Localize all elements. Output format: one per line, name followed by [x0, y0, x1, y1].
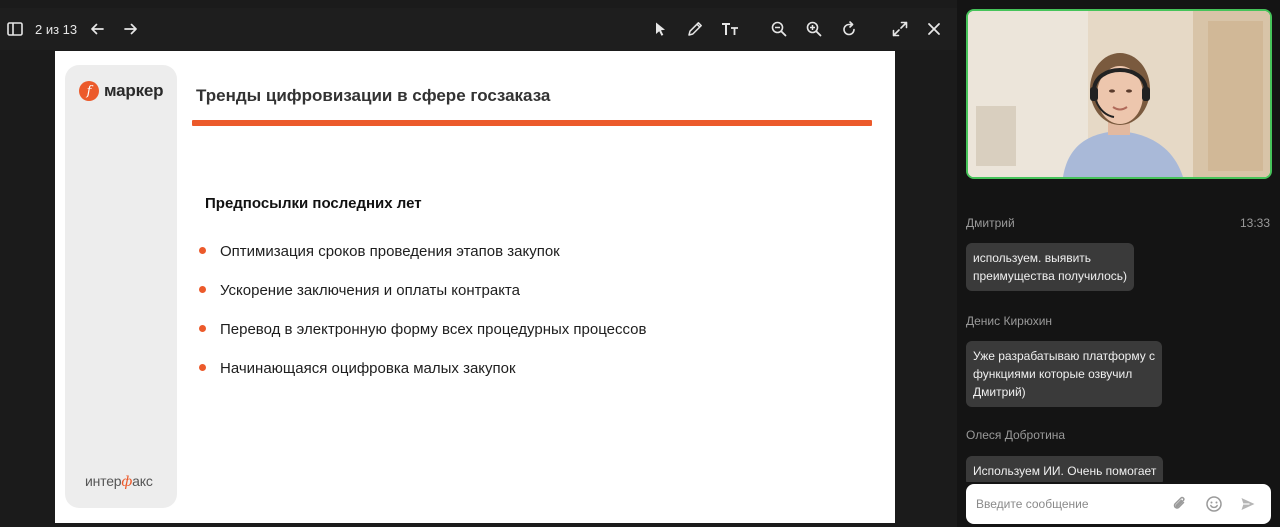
marker-logo-text: маркер	[104, 81, 164, 100]
marker-logo-mark: f	[79, 81, 99, 101]
pointer-icon[interactable]	[648, 17, 672, 41]
bullet-list	[197, 232, 646, 388]
viewer-toolbar	[0, 8, 957, 50]
chat-message	[966, 425, 1272, 482]
zoom-out-icon[interactable]	[767, 17, 791, 41]
bullet-item	[197, 271, 646, 310]
section-heading: Предпосылки последних лет	[205, 195, 422, 212]
message-line: преимущества получилось)	[973, 269, 1128, 283]
chat-message	[966, 311, 1272, 407]
chat-message	[966, 213, 1272, 291]
slide-side-panel	[65, 65, 177, 508]
message-line: Используем ИИ. Очень помогает	[973, 464, 1157, 478]
rotate-icon[interactable]	[837, 17, 861, 41]
bullet-dot-icon	[199, 247, 206, 254]
bullet-text: Начинающаяся оцифровка малых закупок	[220, 360, 516, 377]
expand-icon[interactable]	[888, 17, 912, 41]
page-counter: 2 из 13	[35, 21, 78, 37]
message-line: функциями которые озвучил	[973, 367, 1133, 381]
message-bubble	[966, 243, 1134, 291]
message-line: используем. выявить	[973, 251, 1092, 265]
message-time: 13:33	[1239, 216, 1270, 230]
message-author: Денис Кирюхин	[966, 314, 1053, 328]
close-icon[interactable]	[922, 17, 946, 41]
presentation-slide	[55, 51, 895, 523]
zoom-in-icon[interactable]	[802, 17, 826, 41]
participant-video[interactable]	[966, 9, 1272, 179]
sidebar-toggle-icon[interactable]	[3, 17, 27, 41]
paperclip-icon[interactable]	[1169, 493, 1191, 515]
bullet-item	[197, 232, 646, 271]
chat-input-bar	[966, 484, 1271, 524]
message-line: Дмитрий)	[973, 385, 1026, 399]
chat-message-input[interactable]	[976, 494, 1166, 514]
bullet-item	[197, 310, 646, 349]
bullet-item	[197, 349, 646, 388]
message-line: Уже разрабатываю платформу с	[973, 349, 1156, 363]
interfax-logo-accent: ф	[121, 474, 133, 490]
participant-video-frame	[968, 11, 1270, 177]
slide-title: Тренды цифровизации в сфере госзаказа	[196, 86, 551, 105]
message-author: Дмитрий	[966, 216, 1015, 230]
message-bubble	[966, 341, 1162, 407]
bullet-dot-icon	[199, 286, 206, 293]
bullet-dot-icon	[199, 364, 206, 371]
interfax-logo-right: акс	[132, 473, 153, 489]
send-icon[interactable]	[1237, 493, 1259, 515]
arrow-left-icon[interactable]	[85, 17, 109, 41]
bullet-text: Перевод в электронную форму всех процедурных процессов	[220, 321, 647, 338]
marker-logo	[79, 79, 163, 103]
arrow-right-icon[interactable]	[119, 17, 143, 41]
message-author: Олеся Добротина	[966, 428, 1066, 442]
interfax-logo	[85, 473, 153, 490]
interfax-logo-left: интер	[85, 473, 122, 489]
bullet-dot-icon	[199, 325, 206, 332]
title-underline	[192, 120, 872, 126]
chat-message-list	[966, 205, 1272, 482]
bullet-text: Ускорение заключения и оплаты контракта	[220, 282, 520, 299]
message-bubble	[966, 456, 1163, 482]
pen-icon[interactable]	[683, 17, 707, 41]
bullet-text: Оптимизация сроков проведения этапов закупок	[220, 243, 560, 260]
text-size-icon[interactable]	[718, 17, 742, 41]
emoji-icon[interactable]	[1203, 493, 1225, 515]
right-panel	[957, 0, 1280, 527]
